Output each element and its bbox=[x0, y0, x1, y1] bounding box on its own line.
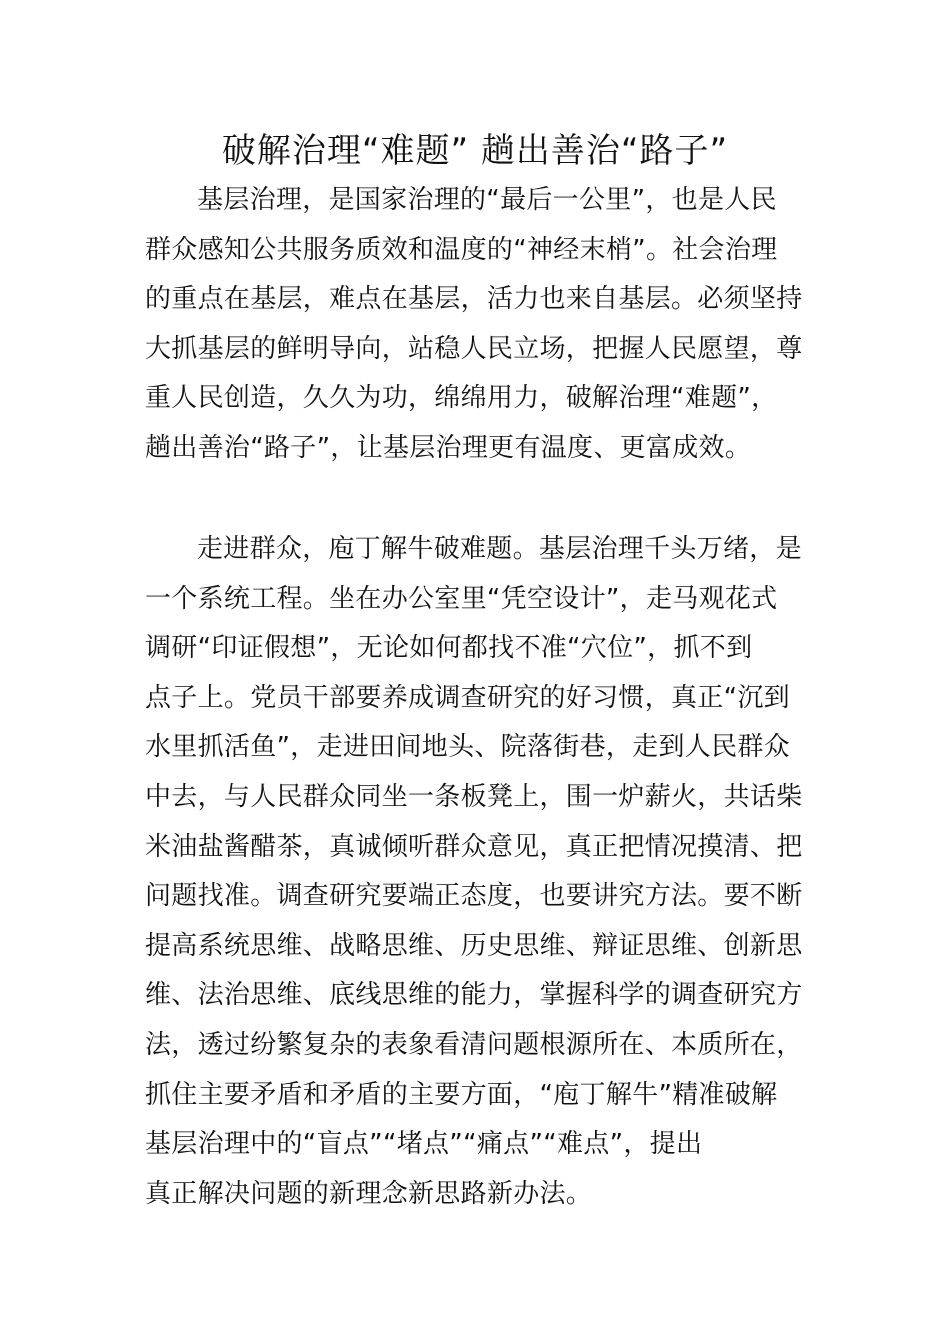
paragraph-line: 的重点在基层，难点在基层，活力也来自基层。必须坚持 bbox=[145, 284, 803, 315]
paragraph-line: 重人民创造，久久为功，绵绵用力，破解治理“难题”， bbox=[145, 383, 778, 414]
paragraph-line: 走进群众，庖丁解牛破难题。基层治理千头万绪，是 bbox=[197, 534, 802, 564]
paragraph-line: 问题找准。调查研究要端正态度，也要讲究方法。要不断 bbox=[145, 881, 803, 912]
paragraph-line: 水里抓活鱼”，走进田间地头、院落街巷，走到人民群众 bbox=[145, 732, 790, 763]
paragraph-line: 调研“印证假想”，无论如何都找不准“穴位”，抓不到 bbox=[145, 633, 753, 664]
paragraph-line: 维、法治思维、底线思维的能力，掌握科学的调查研究方 bbox=[145, 980, 803, 1011]
paragraph-section-1 bbox=[145, 525, 810, 1219]
paragraph-line: 群众感知公共服务质效和温度的“神经末梢”。社会治理 bbox=[145, 234, 778, 265]
paragraph-line: 点子上。党员干部要养成调查研究的好习惯，真正“沉到 bbox=[145, 682, 790, 713]
paragraph-line: 提高系统思维、战略思维、历史思维、辩证思维、创新思 bbox=[145, 930, 803, 961]
document-title: 破解治理“难题” 趟出善治“路子” bbox=[221, 131, 729, 171]
paragraph-line: 趟出善治“路子”，让基层治理更有温度、更富成效。 bbox=[145, 432, 752, 463]
paragraph-line: 抓住主要矛盾和矛盾的主要方面，“庖丁解牛”精准破解 bbox=[145, 1079, 778, 1110]
paragraph-line: 大抓基层的鲜明导向，站稳人民立场，把握人民愿望，尊 bbox=[145, 333, 803, 364]
paragraph-line: 中去，与人民群众同坐一条板凳上，围一炉薪火，共话柴 bbox=[145, 781, 803, 812]
paragraph-line: 真正解决问题的新理念新思路新办法。 bbox=[145, 1178, 593, 1209]
paragraph-line: 基层治理中的“盲点”“堵点”“痛点”“难点”，提出 bbox=[145, 1129, 703, 1160]
paragraph-line: 法，透过纷繁复杂的表象看清问题根源所在、本质所在， bbox=[145, 1029, 803, 1060]
paragraph-line: 一个系统工程。坐在办公室里“凭空设计”，走马观花式 bbox=[145, 583, 778, 614]
paragraph-intro bbox=[145, 176, 810, 474]
paragraph-line: 米油盐酱醋茶，真诚倾听群众意见，真正把情况摸清、把 bbox=[145, 831, 803, 862]
paragraph-line: 基层治理，是国家治理的“最后一公里”，也是人民 bbox=[197, 185, 777, 215]
